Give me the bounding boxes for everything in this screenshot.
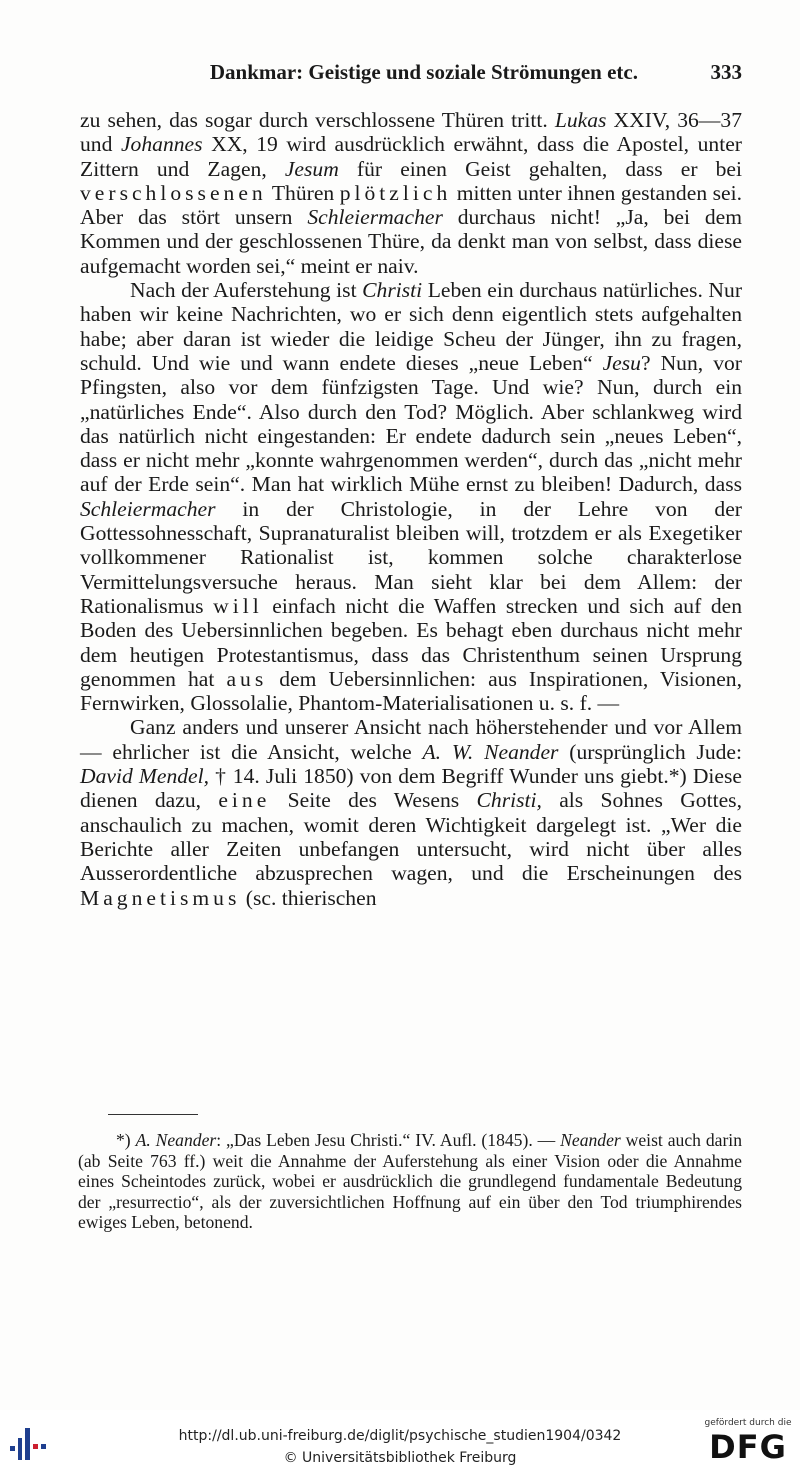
emphasis: A. W. Neander [422,739,559,764]
footnote [78,1130,742,1233]
emphasis: Christi, [476,788,542,813]
text-run: als Sohnes Gottes, anschaulich zu machen, womit deren Wichtigkeit dargelegt ist. „Wer die Berichte aller Zeiten unbefangen untersucht, wird nicht über alles Ausserordentliche abzusprechen wagen, und die Erscheinungen des [80,788,742,886]
text-run: (sc. thierischen [240,885,377,910]
paragraph-3 [80,715,742,909]
text-run: XX, 19 wird ausdrücklich erwähnt, dass die Apostel, unter Zittern und Zagen, [80,132,742,181]
footnote-text [78,1130,742,1233]
footnote-divider [108,1114,198,1115]
emphasis: Christi [362,278,423,303]
text-run: weist auch darin (ab Seite 763 ff.) weit die Annahme der Auferstehung als einer Vision oder die Annahme eines Scheintodes zurück, wobei er ausdrücklich die grundlegend fundamentale Bedeutung der „resurrectio“, als der zuversichtlichen Hoffnung auf ein über den Tod triumphirendes ewiges Leben, betonend. [78,1130,742,1232]
emphasis: Johannes [120,132,203,157]
spaced-emphasis: verschlossenen [80,180,267,205]
text-run: mitten unter ihnen gestanden sei. Aber das stört unsern [80,180,742,230]
copyright-notice: © Universitätsbibliothek Freiburg [283,1450,517,1466]
text-run: ? Nun, vor Pfingsten, also vor dem fünfzigsten Tage. Und wie? Nun, durch ein „natürliches Ende“. Also durch den Tod? Möglich. Aber schlankweg wird das natürlich nicht eingestanden: Er endete dadurch sein „neues Leben“, dass er nicht mehr „konnte wahrgenommen werden“, durch das „nicht mehr auf der Erde sein“. Man hat wirklich Mühe ernst zu bleiben! Dadurch, dass [80,350,742,497]
body-text [80,108,742,910]
text-run: einfach nicht die Waffen strecken und sich auf den Boden des Uebersinnlichen begeben. Es behagt eben durchaus nicht mehr dem heutigen Protestantismus, dass das Christenthum seinen Ursprung genommen hat [80,593,743,691]
emphasis: Neander [560,1130,621,1150]
spaced-emphasis: Magnetismus [80,885,241,910]
text-run: dem Uebersinnlichen: aus Inspirationen, Visionen, Fernwirken, Glossolalie, Phantom-Materialisationen u. s. f. — [80,666,742,716]
spaced-emphasis: plötzlich [339,180,452,205]
paragraph-1 [80,108,742,278]
text-run: Thüren [266,180,340,205]
emphasis: Lukas [554,108,607,132]
spaced-emphasis: aus [226,666,268,691]
text-run: in der Christologie, in der Lehre von der Gottessohnesschaft, Supranaturalist bleiben will, trotzdem er als Exegetiker vollkommener Rationalist ist, kommen solche charakterlose Vermittelungsversuche heraus. Man sieht klar bei dem Allem: der Rationalismus [80,496,742,618]
permalink-url[interactable]: http://dl.ub.uni-freiburg.de/diglit/psychische_studien1904/0342 [178,1428,622,1444]
footnote-marker: *) [116,1130,136,1150]
dfg-logo-icon [704,1418,792,1468]
text-run: Ganz anders und unserer Ansicht nach höherstehender und vor Allem — ehrlicher ist die Ansicht, welche [80,715,742,764]
dfg-logo-text: DFG [709,1428,787,1466]
text-run: (ursprünglich Jude: [558,739,743,764]
text-run: XXIV, 36—37 und [80,108,742,157]
text-run: durchaus nicht! „Ja, bei dem Kommen und der geschlossenen Thüre, da denkt man von selbst, dass diese aufgemacht worden sei,“ meint er naiv. [80,205,742,278]
emphasis: Schleiermacher [80,496,216,521]
viewer-footer [0,1410,800,1472]
running-head: Dankmar: Geistige und soziale Strömungen etc. [209,60,638,84]
emphasis: Schleiermacher [307,205,443,230]
text-run: Seite des Wesens [270,788,477,813]
page-number: 333 [710,60,742,84]
spaced-emphasis: will [213,593,263,618]
page-header [80,60,742,90]
paragraph-2 [80,278,742,715]
emphasis: David Mendel, [80,764,210,789]
emphasis: Jesum [284,156,339,181]
text-run: Nach der Auferstehung ist [130,278,363,303]
dfg-tagline: gefördert durch die [704,1418,792,1428]
text-run: Leben ein durchaus natürliches. Nur haben wir keine Nachrichten, wo er sich denn eigentlich stets aufgehalten habe; aber daran ist wieder die leidige Scheu der Jünger, ihn zu fragen, schuld. Und wie und wann endete dieses „neue Leben“ [80,278,743,375]
text-run: † 14. Juli 1850) von dem Begriff Wunder uns giebt.*) Diese dienen dazu, [80,764,742,813]
spaced-emphasis: eine [218,788,271,813]
emphasis: A. Neander [135,1130,217,1150]
text-run: : „Das Leben Jesu Christi.“ IV. Aufl. (1845). — [216,1130,561,1150]
text-run: für einen Geist gehalten, dass er bei [338,156,742,181]
text-run: zu sehen, das sogar durch verschlossene Thüren tritt. [80,108,555,132]
emphasis: Jesu [602,350,641,375]
